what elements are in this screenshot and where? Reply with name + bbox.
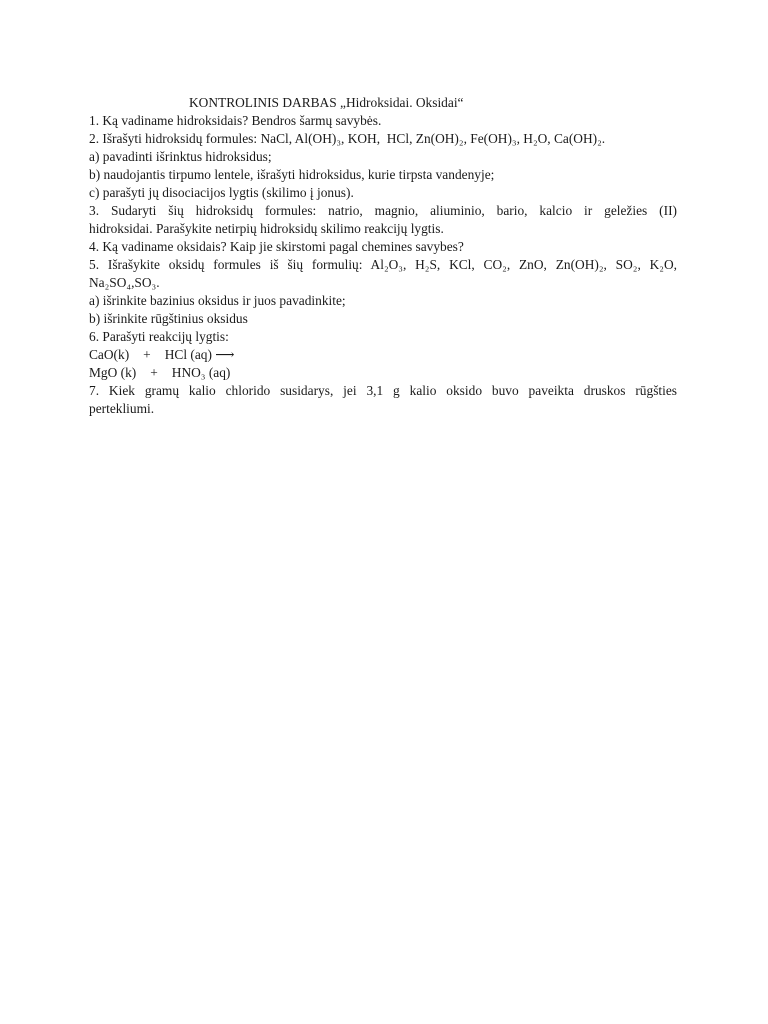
- equation-2: [89, 364, 677, 382]
- equation-1: [89, 346, 677, 364]
- equation-2-left: MgO (k): [89, 365, 137, 380]
- question-3-line-1: 3. Sudaryti šių hidroksidų formules: natrio, magnio, aliuminio, bario, kalcio ir geležies (II): [89, 203, 677, 218]
- question-7-line-1: 7. Kiek gramų kalio chlorido susidarys, jei 3,1 g kalio oksido buvo paveikta druskos rūgšties: [89, 383, 677, 398]
- question-6: 6. Parašyti reakcijų lygtis:: [89, 329, 229, 344]
- equation-1-right: HCl (aq) ⟶: [164, 347, 235, 362]
- question-2c: c) parašyti jų disociacijos lygtis (skilimo į jonus).: [89, 185, 354, 200]
- question-5-line-1: 5. Išrašykite oksidų formules iš šių formulių: Al₂O₃, H₂S, KCl, CO₂, ZnO, Zn(OH)₂, SO₂, K₂O,: [89, 257, 677, 272]
- question-3-line-2: hidroksidai. Parašykite netirpių hidroksidų skilimo reakcijų lygtis.: [89, 221, 444, 236]
- question-1: 1. Ką vadiname hidroksidais? Bendros šarmų savybės.: [89, 113, 382, 128]
- question-2b: b) naudojantis tirpumo lentele, išrašyti hidroksidus, kurie tirpsta vandenyje;: [89, 167, 495, 182]
- question-5a: a) išrinkite bazinius oksidus ir juos pavadinkite;: [89, 293, 346, 308]
- equation-2-plus: +: [150, 365, 158, 380]
- equation-1-left: CaO(k): [89, 347, 130, 362]
- document-page: [89, 94, 677, 418]
- question-5-line-2: Na₂SO₄,SO₃.: [89, 275, 160, 290]
- question-5b: b) išrinkite rūgštinius oksidus: [89, 311, 248, 326]
- document-title: KONTROLINIS DARBAS „Hidroksidai. Oksidai“: [189, 95, 464, 110]
- question-7-line-2: pertekliumi.: [89, 401, 155, 416]
- equation-2-right: HNO₃ (aq): [171, 365, 231, 380]
- question-2a: a) pavadinti išrinktus hidroksidus;: [89, 149, 272, 164]
- equation-1-plus: +: [143, 347, 151, 362]
- question-4: 4. Ką vadiname oksidais? Kaip jie skirstomi pagal chemines savybes?: [89, 239, 464, 254]
- question-2: 2. Išrašyti hidroksidų formules: NaCl, Al(OH)₃, KOH, HCl, Zn(OH)₂, Fe(OH)₃, H₂O, Ca(OH)₂.: [89, 131, 606, 146]
